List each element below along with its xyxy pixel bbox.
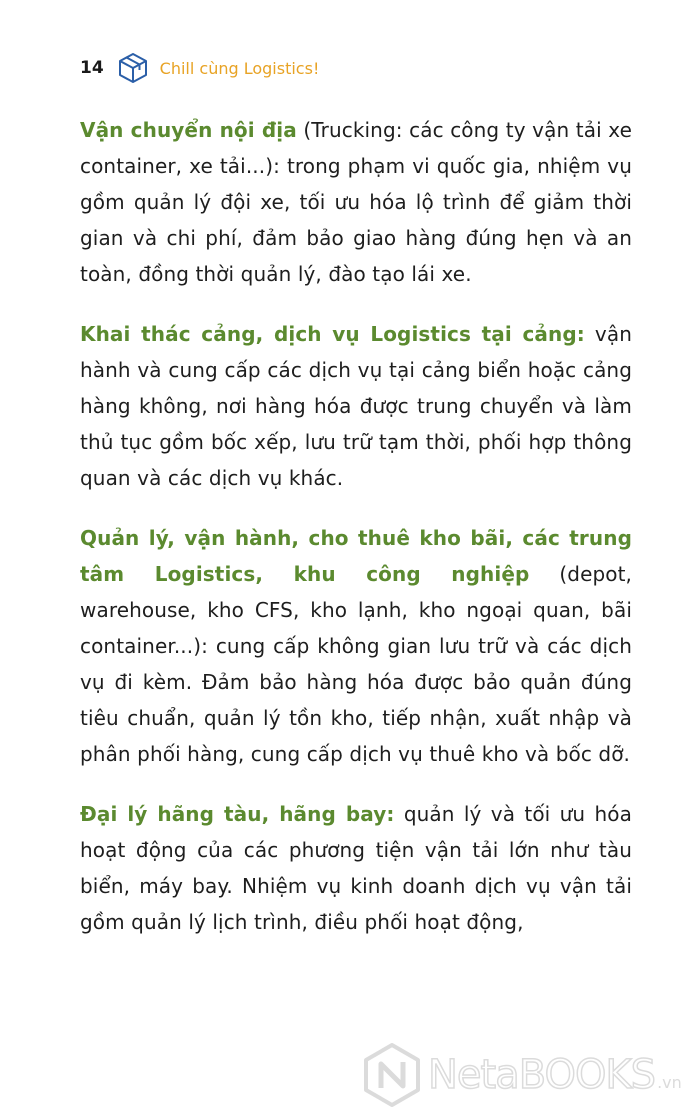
page-content bbox=[80, 112, 632, 964]
term-heading: Đại lý hãng tàu, hãng bay: bbox=[80, 802, 395, 826]
paragraph-body: (Trucking: các công ty vận tải xe container, xe tải...): trong phạm vi quốc gia, nhiệm vụ gồm quản lý đội xe, tối ưu hóa lộ trình để giảm thời gian và chi phí, đảm bảo giao hàng đúng hẹn và an toàn, đồng thời quản lý, đào tạo lái xe. bbox=[80, 118, 632, 286]
book-title: Chill cùng Logistics! bbox=[159, 58, 320, 78]
watermark-suffix: .vn bbox=[657, 1072, 682, 1092]
paragraph-body: quản lý và tối ưu hóa hoạt động của các phương tiện vận tải lớn như tàu biển, máy bay. Nhiệm vụ kinh doanh dịch vụ vận tải gồm quản lý lịch trình, điều phối hoạt động, bbox=[80, 802, 632, 934]
netabooks-logo-icon bbox=[362, 1042, 422, 1108]
watermark-text: NetaBOOKS bbox=[428, 1052, 656, 1098]
paragraph-body: vận hành và cung cấp các dịch vụ tại cảng biển hoặc cảng hàng không, nơi hàng hóa được trung chuyển và làm thủ tục gồm bốc xếp, lưu trữ tạm thời, phối hợp thông quan và các dịch vụ khác. bbox=[80, 322, 632, 490]
paragraph-carrier-agents bbox=[80, 796, 632, 940]
term-heading: Khai thác cảng, dịch vụ Logistics tại cảng: bbox=[80, 322, 585, 346]
paragraph-port-services bbox=[80, 316, 632, 496]
page-header bbox=[80, 50, 319, 86]
box-icon bbox=[116, 51, 150, 85]
paragraph-body: (depot, warehouse, kho CFS, kho lạnh, kho ngoại quan, bãi container...): cung cấp không gian lưu trữ và các dịch vụ đi kèm. Đảm bảo hàng hóa được bảo quản đúng tiêu chuẩn, quản lý tồn kho, tiếp nhận, xuất nhập và phân phối hàng, cung cấp dịch vụ thuê kho và bốc dỡ. bbox=[80, 562, 633, 766]
page-number: 14 bbox=[80, 58, 104, 78]
term-heading: Quản lý, vận hành, cho thuê kho bãi, các trung tâm Logistics, khu công nghiệp bbox=[80, 526, 632, 586]
term-heading: Vận chuyển nội địa bbox=[80, 118, 297, 142]
paragraph-warehousing bbox=[80, 520, 632, 772]
watermark bbox=[362, 1040, 682, 1110]
paragraph-trucking bbox=[80, 112, 632, 292]
